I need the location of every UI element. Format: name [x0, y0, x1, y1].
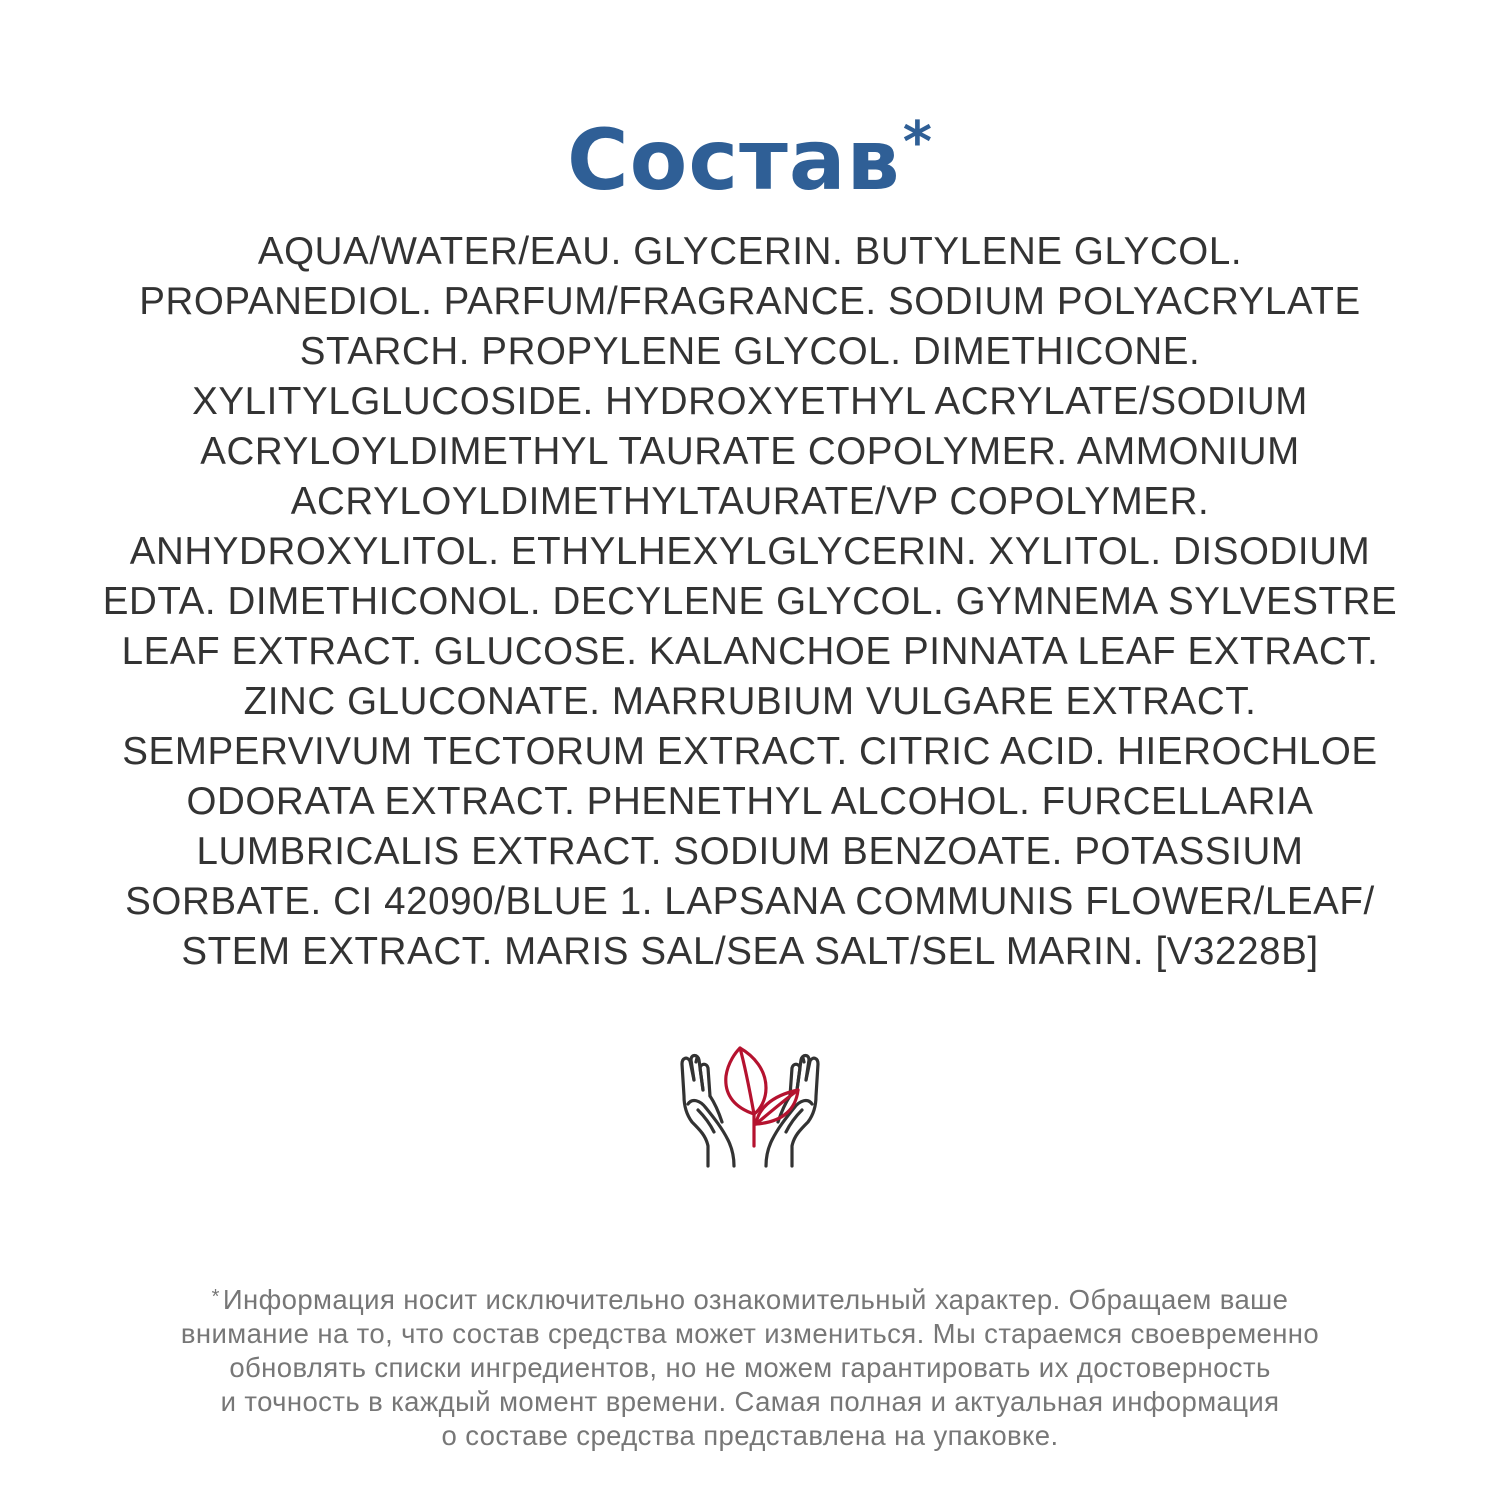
- ingredients-line: ACRYLOYLDIMETHYL TAURATE COPOLYMER. AMMONIUM: [200, 430, 1300, 473]
- ingredients-line: ACRYLOYLDIMETHYLTAURATE/VP COPOLYMER.: [290, 480, 1210, 523]
- footnote-line: внимание на то, что состав средства может измениться. Мы стараемся своевременно: [180, 1318, 1320, 1349]
- ingredients-line: XYLITYLGLUCOSIDE. HYDROXYETHYL ACRYLATE/SODIUM: [192, 380, 1308, 423]
- ingredients-line: EDTA. DIMETHICONOL. DECYLENE GLYCOL. GYMNEMA SYLVESTRE: [102, 580, 1398, 623]
- title-text: Состав: [567, 111, 901, 209]
- ingredients-line: AQUA/WATER/EAU. GLYCERIN. BUTYLENE GLYCOL.: [257, 230, 1243, 273]
- ingredients-list: [0, 227, 1500, 977]
- hands-holding-leaf-icon: [670, 1018, 830, 1168]
- ingredients-line: ANHYDROXYLITOL. ETHYLHEXYLGLYCERIN. XYLITOL. DISODIUM: [129, 530, 1371, 573]
- title-asterisk: *: [902, 110, 933, 175]
- ingredients-line: LUMBRICALIS EXTRACT. SODIUM BENZOATE. POTASSIUM: [196, 830, 1304, 873]
- ingredients-line: ZINC GLUCONATE. MARRUBIUM VULGARE EXTRACT.: [243, 680, 1257, 723]
- ingredients-line: STARCH. PROPYLENE GLYCOL. DIMETHICONE.: [299, 330, 1201, 373]
- footnote-line: и точность в каждый момент времени. Самая полная и актуальная информация: [220, 1386, 1280, 1417]
- ingredients-line: STEM EXTRACT. MARIS SAL/SEA SALT/SEL MARIN. [V3228B]: [181, 930, 1319, 973]
- ingredients-line: SEMPERVIVUM TECTORUM EXTRACT. CITRIC ACID. HIEROCHLOE: [122, 730, 1378, 773]
- ingredients-line: PROPANEDIOL. PARFUM/FRAGRANCE. SODIUM POLYACRYLATE: [139, 280, 1361, 323]
- disclaimer-footnote: [0, 1280, 1500, 1453]
- footnote-line-text: Информация носит исключительно ознакомительный характер. Обращаем ваше: [222, 1284, 1289, 1315]
- ingredients-line: SORBATE. CI 42090/BLUE 1. LAPSANA COMMUNIS FLOWER/LEAF/: [125, 880, 1375, 923]
- footnote-asterisk: *: [211, 1286, 220, 1308]
- footnote-line: обновлять списки ингредиентов, но не можем гарантировать их достоверность: [229, 1352, 1271, 1383]
- footnote-line: [0, 1280, 1500, 1317]
- ingredients-line: ODORATA EXTRACT. PHENETHYL ALCOHOL. FURCELLARIA: [186, 780, 1314, 823]
- ingredients-line: LEAF EXTRACT. GLUCOSE. KALANCHOE PINNATA LEAF EXTRACT.: [121, 630, 1379, 673]
- page-title: [0, 88, 1500, 215]
- footnote-line: о составе средства представлена на упаковке.: [441, 1420, 1059, 1451]
